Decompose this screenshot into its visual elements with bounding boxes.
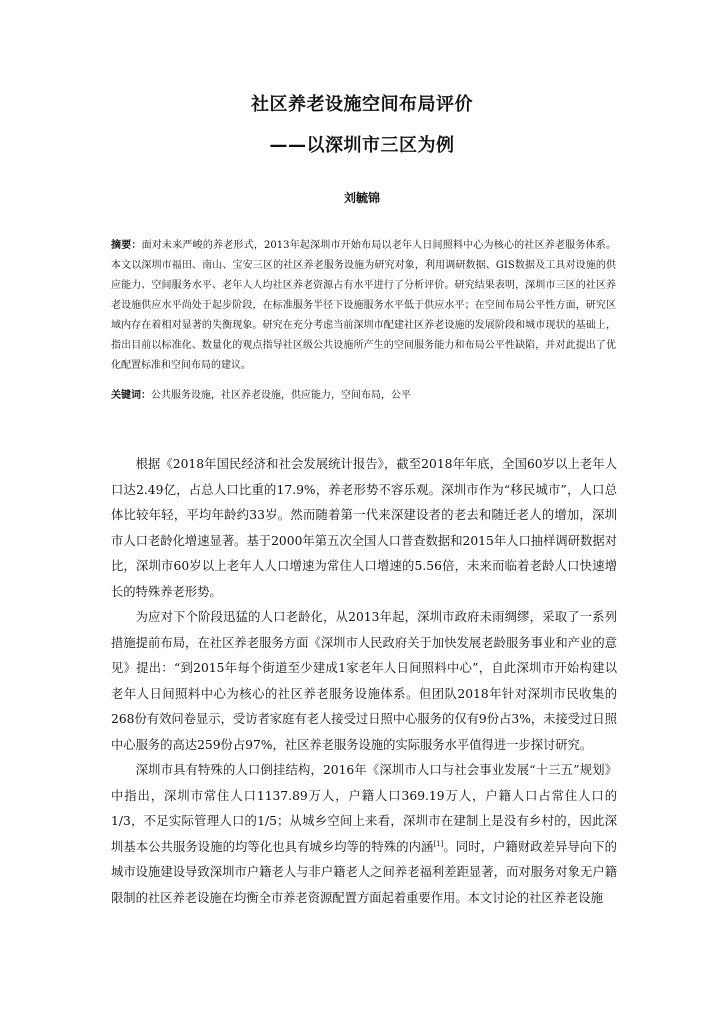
paragraph-2: 为应对下个阶段迅猛的人口老龄化，从2013年起，深圳市政府未雨绸缪，采取了一系列措施提前布局，在社区养老服务方面《深圳市人民政府关于加快发展老龄服务事业和产业的意见》提出：“到2015年每个街道至少建成1家老年人日间照料中心”，自此深圳市开始构建以老年人日间照料中心为核心的社区养老服务设施体系。但团队2018年针对深圳市民收集的268份有效问卷显示，受访者家庭有老人接受过日照中心服务的仅有9份占3%，未接受过日照中心服务的高达259份占97%，社区养老服务设施的实际服务水平值得进一步探讨研究。 <box>111 610 617 752</box>
keywords-label: 关键词： <box>111 390 151 401</box>
keywords <box>111 386 616 406</box>
paragraph-3-part-2: 。同时，户籍财政差异导向下的城市设施建设导致深圳市户籍老人与非户籍老人之间养老福利差距显著，而对服务对象无户籍限制的社区养老设施在均衡全市养老资源配置方面起着重要作用。本文讨论的社区养老设施 <box>111 839 617 905</box>
paper-subtitle: ——以深圳市三区为例 <box>269 135 455 156</box>
abstract-text: 面对未来严峻的养老形式，2013年起深圳市开始布局以老年人日间照料中心为核心的社区养老服务体系。本文以深圳市福田、南山、宝安三区的社区养老服务设施为研究对象，利用调研数据、GIS数据及工具对设施的供应能力、空间服务水平、老年人人均社区养老资源占有水平进行了分析评价。研究结果表明，深圳市三区的社区养老设施供应水平尚处于起步阶段，在标准服务半径下设施服务水平低于供应水平；在空间布局公平性方面，研究区域内存在着相对显著的失衡现象。研究在充分考虑当前深圳市配建社区养老设施的发展阶段和城市现状的基础上，指出目前以标准化、数量化的观点指导社区级公共设施所产生的空间服务能力和布局公平性缺陷，并对此提出了优化配置标准和空间布局的建议。 <box>111 240 616 371</box>
paragraph-3 <box>111 758 617 911</box>
abstract <box>111 236 616 376</box>
body-text <box>111 452 617 911</box>
paragraph-3-part-1: 深圳市具有特殊的人口倒挂结构，2016年《深圳市人口与社会事业发展“十三五”规划》中指出，深圳市常住人口1137.89万人，户籍人口369.19万人，户籍人口占常住人口的1/3，不足实际管理人口的1/5；从城乡空间上来看，深圳市在建制上是没有乡村的，因此深圳基本公共服务设施的均等化也具有城乡均等的特殊的内涵 <box>111 763 617 854</box>
citation-ref[interactable]: [1] <box>433 839 444 848</box>
keywords-text: 公共服务设施，社区养老设施，供应能力，空间布局，公平 <box>151 390 411 401</box>
paragraph-1: 根据《2018年国民经济和社会发展统计报告》，截至2018年年底，全国60岁以上老年人口达2.49亿，占总人口比重的17.9%，养老形势不容乐观。深圳市作为“移民城市”，人口总体比较年轻，平均年龄约33岁。然而随着第一代来深建设者的老去和随迁老人的增加，深圳市人口老龄化增速显著。基于2000年第五次全国人口普查数据和2015年人口抽样调研数据对比，深圳市60岁以上老年人人口增速为常住人口增速的5.56倍，未来而临着老龄人口快速增长的特殊养老形势。 <box>111 457 617 599</box>
abstract-label: 摘要： <box>111 240 142 251</box>
author-name: 刘毓锦 <box>343 191 380 205</box>
paper-title: 社区养老设施空间布局评价 <box>251 94 473 115</box>
